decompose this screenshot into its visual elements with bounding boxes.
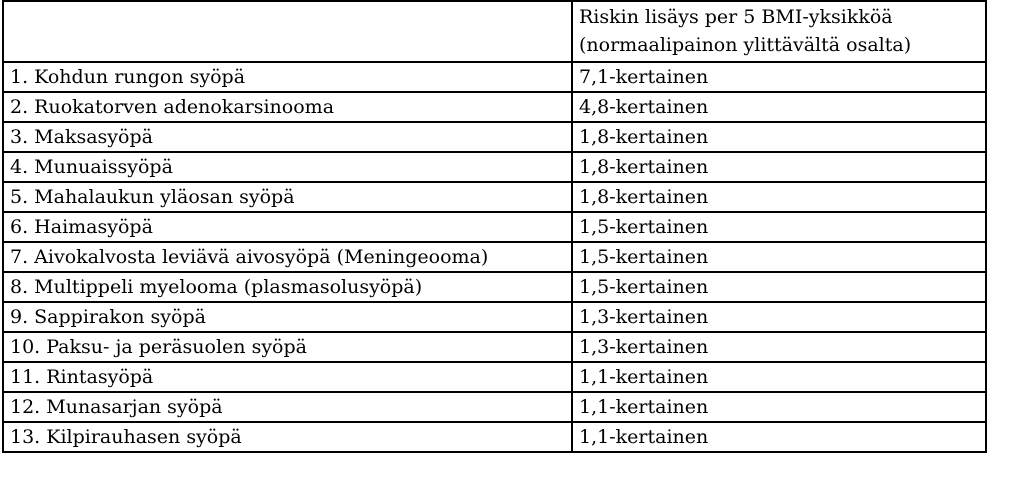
- table-row: [3, 182, 986, 212]
- header-cell-cancer: [3, 1, 572, 62]
- cancer-type-cell: 11. Rintasyöpä: [3, 362, 572, 392]
- header-risk-line1: Riskin lisäys per 5 BMI-yksikköä: [579, 6, 893, 28]
- table-row: [3, 272, 986, 302]
- header-row: [3, 1, 986, 62]
- risk-value-cell: 1,1-kertainen: [572, 362, 986, 392]
- risk-value-cell: 1,3-kertainen: [572, 302, 986, 332]
- risk-value-cell: 1,5-kertainen: [572, 272, 986, 302]
- cancer-type-cell: 7. Aivokalvosta leviävä aivosyöpä (Meningeooma): [3, 242, 572, 272]
- cancer-type-cell: 1. Kohdun rungon syöpä: [3, 62, 572, 92]
- table-row: [3, 332, 986, 362]
- cancer-type-cell: 4. Munuaissyöpä: [3, 152, 572, 182]
- cancer-type-cell: 13. Kilpirauhasen syöpä: [3, 422, 572, 452]
- table-row: [3, 92, 986, 122]
- cancer-type-cell: 2. Ruokatorven adenokarsinooma: [3, 92, 572, 122]
- table-body: [3, 1, 986, 452]
- table-row: [3, 122, 986, 152]
- table-row: [3, 212, 986, 242]
- table-row: [3, 362, 986, 392]
- table-row: [3, 392, 986, 422]
- risk-value-cell: 7,1-kertainen: [572, 62, 986, 92]
- risk-value-cell: 1,8-kertainen: [572, 152, 986, 182]
- cancer-type-cell: 5. Mahalaukun yläosan syöpä: [3, 182, 572, 212]
- risk-value-cell: 4,8-kertainen: [572, 92, 986, 122]
- table-row: [3, 242, 986, 272]
- cancer-type-cell: 6. Haimasyöpä: [3, 212, 572, 242]
- table-row: [3, 62, 986, 92]
- cancer-risk-table: [2, 0, 987, 453]
- cancer-type-cell: 3. Maksasyöpä: [3, 122, 572, 152]
- table-row: [3, 422, 986, 452]
- table-row: [3, 152, 986, 182]
- header-cell-risk: [572, 1, 986, 62]
- cancer-type-cell: 12. Munasarjan syöpä: [3, 392, 572, 422]
- risk-value-cell: 1,5-kertainen: [572, 212, 986, 242]
- cancer-type-cell: 8. Multippeli myelooma (plasmasolusyöpä): [3, 272, 572, 302]
- risk-value-cell: 1,3-kertainen: [572, 332, 986, 362]
- risk-value-cell: 1,8-kertainen: [572, 122, 986, 152]
- risk-value-cell: 1,1-kertainen: [572, 392, 986, 422]
- cancer-type-cell: 9. Sappirakon syöpä: [3, 302, 572, 332]
- header-risk-line2: (normaalipainon ylittävältä osalta): [579, 34, 912, 56]
- cancer-type-cell: 10. Paksu- ja peräsuolen syöpä: [3, 332, 572, 362]
- risk-value-cell: 1,8-kertainen: [572, 182, 986, 212]
- risk-value-cell: 1,1-kertainen: [572, 422, 986, 452]
- table-row: [3, 302, 986, 332]
- risk-value-cell: 1,5-kertainen: [572, 242, 986, 272]
